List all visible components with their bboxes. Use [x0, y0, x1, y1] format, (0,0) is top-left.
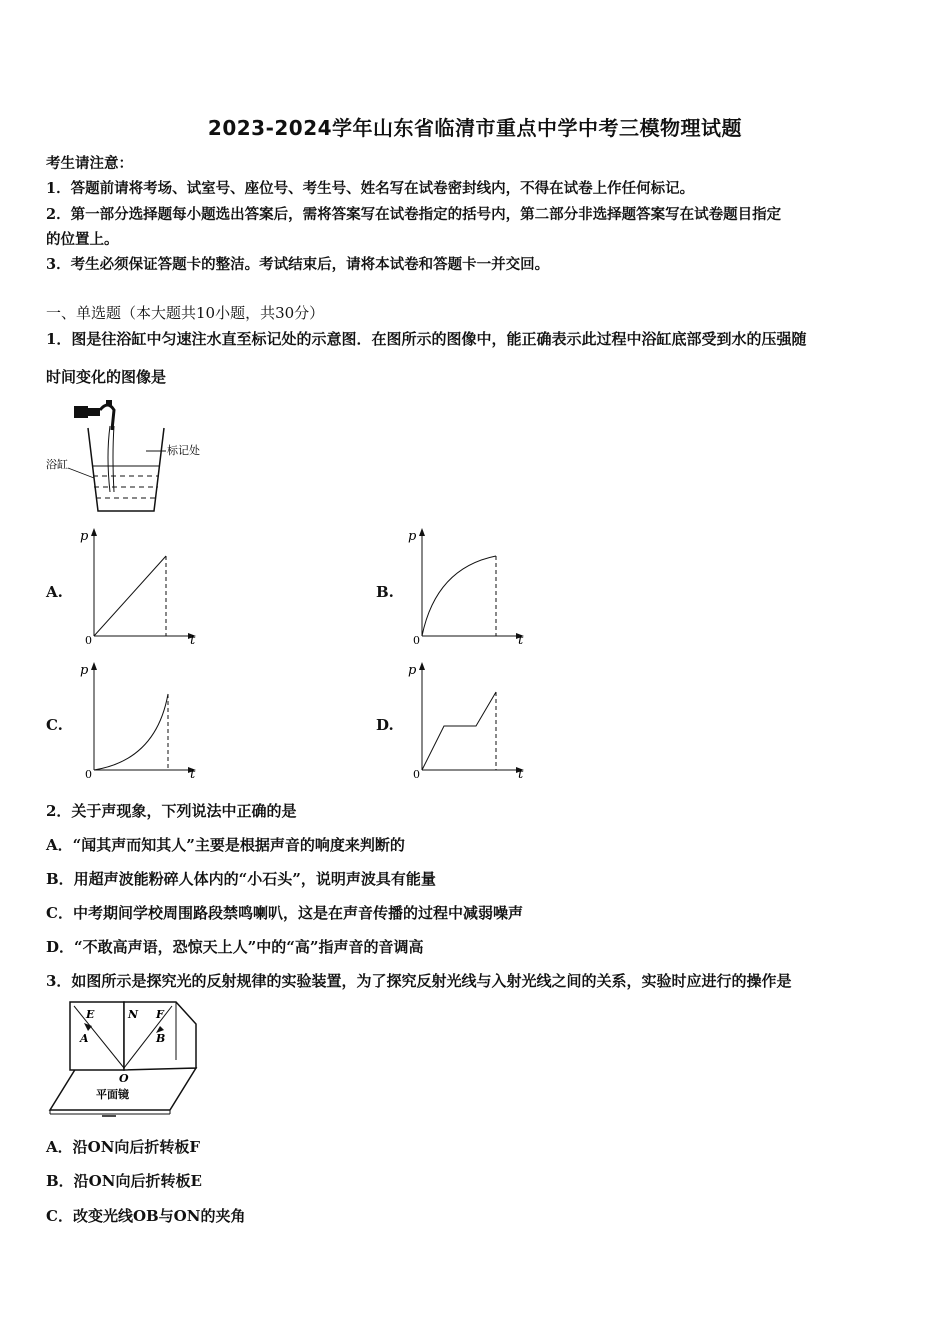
q2-option: A．“闻其声而知其人”主要是根据声音的响度来判断的 [46, 836, 405, 854]
graph-a [80, 526, 200, 646]
option-b-label: B. [376, 583, 394, 601]
q1-stem: 时间变化的图像是 [46, 368, 167, 386]
graph-c [80, 660, 200, 780]
y-axis-label: p [80, 529, 89, 544]
x-axis-label: t [518, 633, 524, 648]
notice-item: 3．考生必须保证答题卡的整洁。考试结束后，请将本试卷和答题卡一并交回。 [46, 256, 550, 273]
q2-option: C．中考期间学校周围路段禁鸣喇叭，这是在声音传播的过程中减弱噪声 [46, 904, 523, 922]
section-heading: 一、单选题（本大题共10小题，共30分） [46, 304, 325, 322]
option-a-label: A. [46, 583, 63, 601]
x-axis-label: t [518, 767, 524, 782]
notice-item: 2．第一部分选择题每小题选出答案后，需将答案写在试卷指定的括号内，第二部分非选择题答案写在试卷题目指定 [46, 206, 782, 223]
graph-d [408, 660, 528, 780]
label-f: F [156, 1008, 164, 1021]
option-c-label: C. [46, 716, 63, 734]
curve [94, 694, 168, 770]
q3-stem: 3．如图所示是探究光的反射规律的实验装置，为了探究反射光线与入射光线之间的关系，实验时应进行的操作是 [46, 972, 792, 990]
y-axis-label: p [408, 529, 417, 544]
option-d-label: D. [376, 716, 394, 734]
faucet-icon [74, 406, 88, 418]
x-axis-label: t [190, 633, 196, 648]
graph-b [408, 526, 528, 646]
x-axis-label: t [190, 767, 196, 782]
y-axis-label: p [408, 663, 417, 678]
bathtub-figure [46, 396, 226, 521]
tub-label: 浴缸 [46, 458, 68, 471]
origin-label: 0 [413, 768, 420, 781]
curve [94, 556, 166, 636]
q2-option: D．“不敢高声语，恐惊天上人”中的“高”指声音的音调高 [46, 938, 424, 956]
origin-label: 0 [85, 768, 92, 781]
origin-label: 0 [413, 634, 420, 647]
q3-option: B．沿ON向后折转板E [46, 1172, 202, 1190]
label-o: O [119, 1072, 129, 1085]
curve [422, 692, 496, 770]
y-axis-label: p [80, 663, 89, 678]
q2-stem: 2．关于声现象，下列说法中正确的是 [46, 802, 297, 820]
label-n: N [128, 1008, 139, 1021]
q3-option: C．改变光线OB与ON的夹角 [46, 1207, 246, 1225]
label-b: B [156, 1032, 166, 1045]
mirror-label: 平面镜 [96, 1088, 129, 1101]
reflection-figure [46, 998, 206, 1120]
q3-option: A．沿ON向后折转板F [46, 1138, 201, 1156]
label-e: E [86, 1008, 95, 1021]
notice-item: 1．答题前请将考场、试室号、座位号、考生号、姓名写在试卷密封线内，不得在试卷上作任何标记。 [46, 180, 695, 197]
curve [422, 556, 496, 636]
notice-heading: 考生请注意： [46, 155, 133, 172]
q2-option: B．用超声波能粉碎人体内的“小石头”，说明声波具有能量 [46, 870, 436, 888]
q1-stem: 1．图是往浴缸中匀速注水直至标记处的示意图．在图所示的图像中，能正确表示此过程中浴缸底部受到水的压强随 [46, 330, 807, 348]
label-a: A [80, 1032, 89, 1045]
origin-label: 0 [85, 634, 92, 647]
mark-label: 标记处 [167, 444, 200, 457]
page-title: 2023-2024学年山东省临清市重点中学中考三模物理试题 [207, 116, 743, 140]
notice-item: 的位置上。 [46, 231, 119, 248]
